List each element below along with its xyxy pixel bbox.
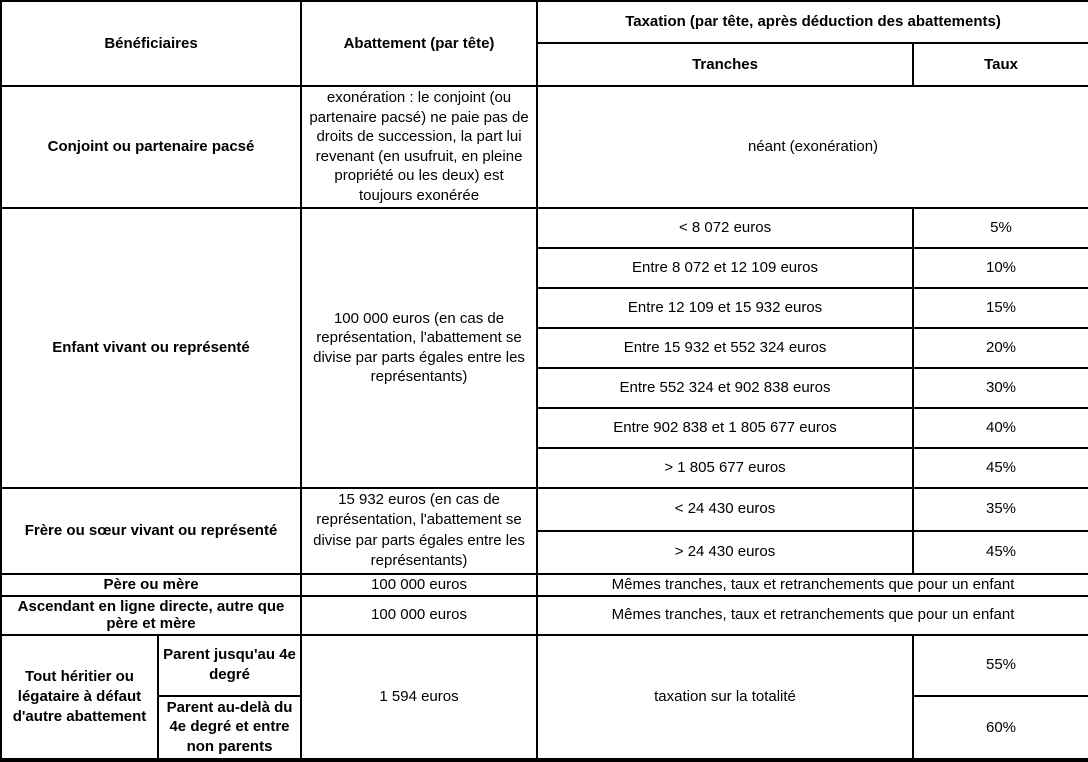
cell-pere-taxation: Mêmes tranches, taux et retranchements que pour un enfant <box>537 574 1088 596</box>
cell-enfant-taux-4: 30% <box>913 368 1088 408</box>
cell-enfant-taux-2: 15% <box>913 288 1088 328</box>
cell-autre-parent-4e: Parent jusqu'au 4e degré <box>158 635 301 696</box>
cell-enfant-tranche-0: < 8 072 euros <box>537 208 913 248</box>
cell-enfant-taux-1: 10% <box>913 248 1088 288</box>
cell-frere-taux-0: 35% <box>913 488 1088 531</box>
header-row-1 <box>1 1 1088 43</box>
cell-pere-abattement: 100 000 euros <box>301 574 537 596</box>
cell-enfant-beneficiaire: Enfant vivant ou représenté <box>1 208 301 488</box>
row-enfant-tranche <box>1 208 1088 248</box>
row-pere-mere <box>1 574 1088 596</box>
cell-autre-taux-1: 60% <box>913 696 1088 760</box>
cell-autre-taxation: taxation sur la totalité <box>537 635 913 760</box>
header-taux: Taux <box>913 43 1088 86</box>
cell-enfant-abattement: 100 000 euros (en cas de représentation, l'abattement se divise par parts égales entre les représentants) <box>301 208 537 488</box>
cell-frere-taux-1: 45% <box>913 531 1088 574</box>
cell-enfant-taux-6: 45% <box>913 448 1088 488</box>
header-taxation: Taxation (par tête, après déduction des abattements) <box>537 1 1088 43</box>
cell-enfant-tranche-6: > 1 805 677 euros <box>537 448 913 488</box>
cell-enfant-tranche-5: Entre 902 838 et 1 805 677 euros <box>537 408 913 448</box>
cell-enfant-tranche-4: Entre 552 324 et 902 838 euros <box>537 368 913 408</box>
cell-ascendant-taxation: Mêmes tranches, taux et retranchements que pour un enfant <box>537 596 1088 635</box>
cell-frere-abattement: 15 932 euros (en cas de représentation, l'abattement se divise par parts égales entre les représentants) <box>301 488 537 574</box>
cell-conjoint-beneficiaire: Conjoint ou partenaire pacsé <box>1 86 301 208</box>
cell-ascendant-beneficiaire: Ascendant en ligne directe, autre que père et mère <box>1 596 301 635</box>
cell-enfant-tranche-1: Entre 8 072 et 12 109 euros <box>537 248 913 288</box>
cell-enfant-taux-5: 40% <box>913 408 1088 448</box>
cell-frere-tranche-1: > 24 430 euros <box>537 531 913 574</box>
cell-autre-abattement: 1 594 euros <box>301 635 537 760</box>
cell-autre-beneficiaire: Tout héritier ou légataire à défaut d'autre abattement <box>1 635 158 760</box>
cell-enfant-taux-3: 20% <box>913 328 1088 368</box>
cell-frere-tranche-0: < 24 430 euros <box>537 488 913 531</box>
row-conjoint <box>1 86 1088 208</box>
cell-enfant-taux-0: 5% <box>913 208 1088 248</box>
header-tranches: Tranches <box>537 43 913 86</box>
row-autre-1 <box>1 635 1088 696</box>
cell-enfant-tranche-2: Entre 12 109 et 15 932 euros <box>537 288 913 328</box>
header-beneficiaires: Bénéficiaires <box>1 1 301 86</box>
cell-pere-beneficiaire: Père ou mère <box>1 574 301 596</box>
row-ascendant <box>1 596 1088 635</box>
cell-frere-beneficiaire: Frère ou sœur vivant ou représenté <box>1 488 301 574</box>
cell-autre-parent-au-dela: Parent au-delà du 4e degré et entre non parents <box>158 696 301 760</box>
row-frere-tranche <box>1 488 1088 531</box>
cell-conjoint-taxation: néant (exonération) <box>537 86 1088 208</box>
cell-conjoint-abattement: exonération : le conjoint (ou partenaire pacsé) ne paie pas de droits de succession, la part lui revenant (en usufruit, en pleine propriété ou les deux) est toujours exonérée <box>301 86 537 208</box>
cell-autre-taux-0: 55% <box>913 635 1088 696</box>
cell-enfant-tranche-3: Entre 15 932 et 552 324 euros <box>537 328 913 368</box>
header-abattement: Abattement (par tête) <box>301 1 537 86</box>
cell-ascendant-abattement: 100 000 euros <box>301 596 537 635</box>
